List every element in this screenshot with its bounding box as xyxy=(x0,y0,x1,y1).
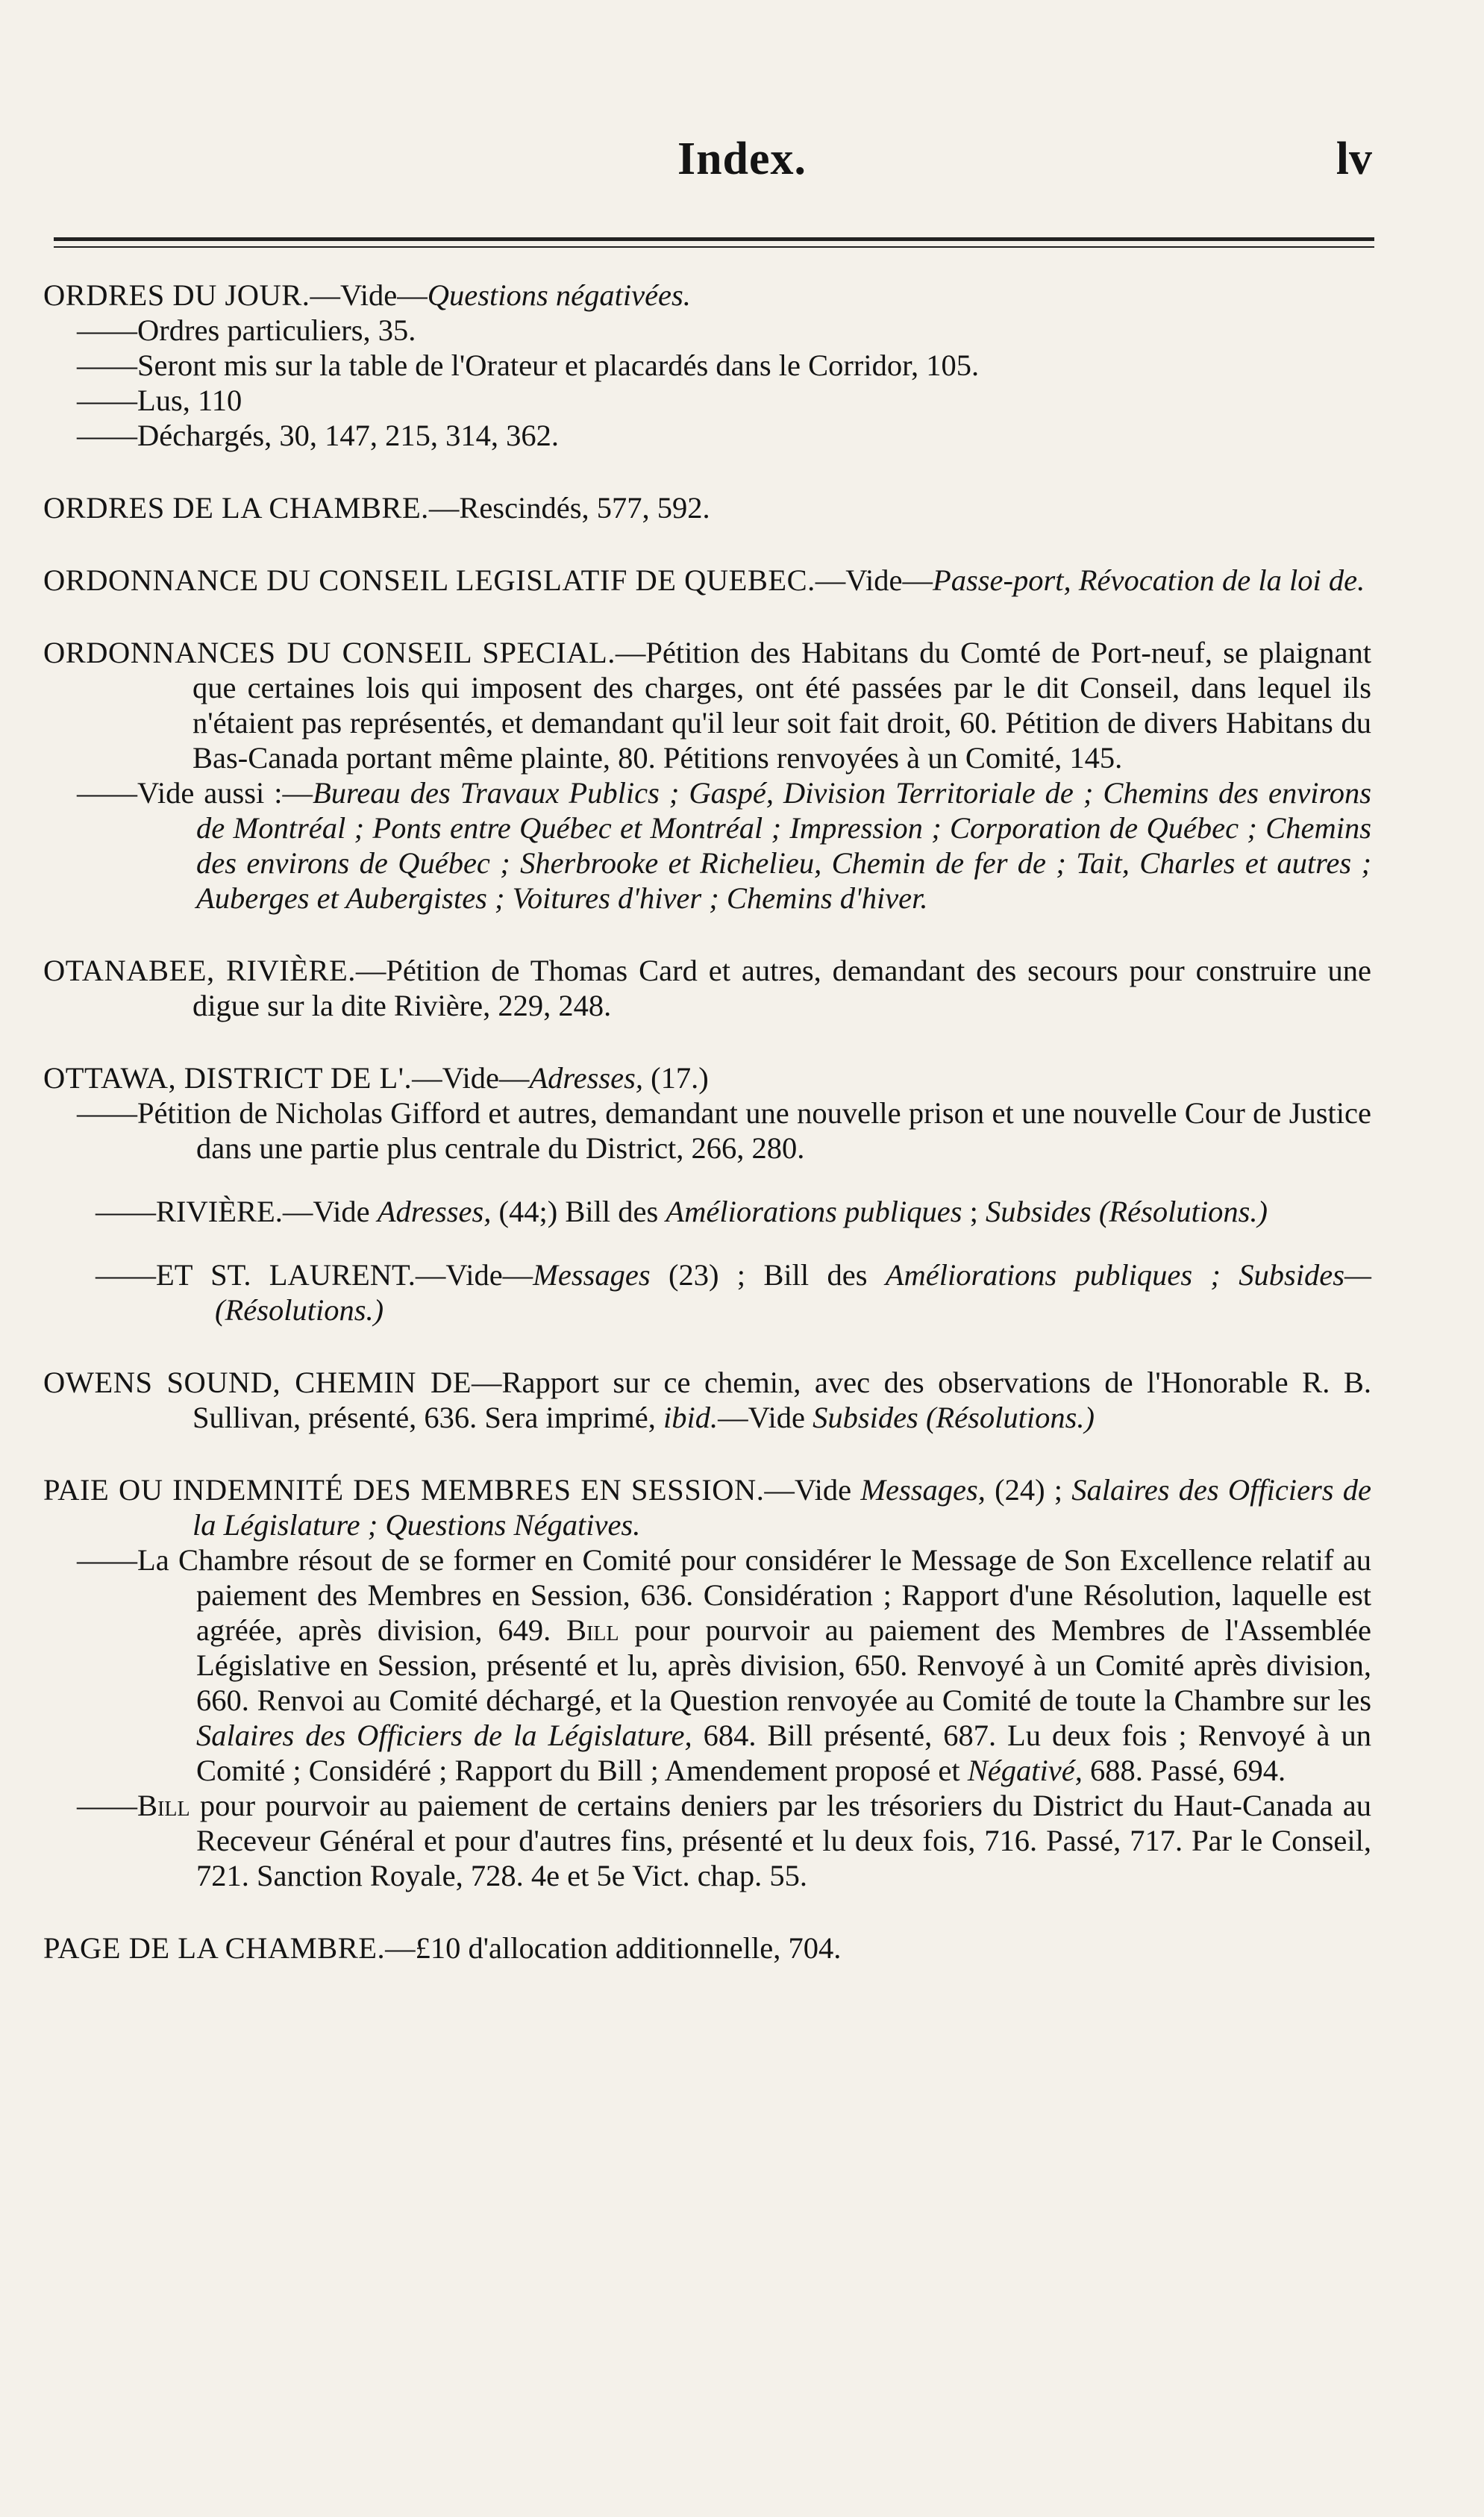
entry-heading-line: ORDONNANCES DU CONSEIL SPECIAL.—Pétition des Habitans du Comté de Port-neuf, se plaignant que certaines lois qui imposent des charges, ont été passées par le dit Conseil, dans lequel ils n'étaient pas représentés, et demandant qu'il leur soit fait droit, 60. Pétition de divers Habitans du Bas-Canada portant même plainte, 80. Pétitions renvoyées à un Comité, 145. xyxy=(43,636,1371,775)
entry-heading-line: OTTAWA, DISTRICT DE L'.—Vide—Adresses, (17.) xyxy=(43,1061,709,1095)
entry-heading-line: PAGE DE LA CHAMBRE.—£10 d'allocation additionnelle, 704. xyxy=(43,1931,842,1965)
entry-subline: ——RIVIÈRE.—Vide Adresses, (44;) Bill des Améliorations publiques ; Subsides (Résolutions.) xyxy=(96,1195,1268,1228)
entry-head: PAGE DE LA CHAMBRE. xyxy=(43,1931,386,1965)
entry-heading-line: PAIE OU INDEMNITÉ DES MEMBRES EN SESSION.—Vide Messages, (24) ; Salaires des Officiers de la Législature ; Questions Négatives. xyxy=(43,1473,1371,1542)
entry-subline: ——La Chambre résout de se former en Comité pour considérer le Message de Son Excellence relatif au paiement des Membres en Session, 636. Considération ; Rapport d'une Résolution, laquelle est agréée, après division, 649. Bill pour pourvoir au paiement des Membres de l'Assemblée Législative en Session, présenté et lu, après division, 650. Renvoyé à un Comité après division, 660. Renvoi au Comité déchargé, et la Question renvoyée au Comité de toute la Chambre sur les Salaires des Officiers de la Législature, 684. Bill présenté, 687. Lu deux fois ; Renvoyé à un Comité ; Considéré ; Rapport du Bill ; Amendement proposé et Négativé, 688. Passé, 694. xyxy=(77,1543,1371,1787)
page-number: lv xyxy=(1336,134,1372,184)
index-entry xyxy=(43,563,1371,598)
index-entry xyxy=(43,278,1371,453)
header-rule-thin xyxy=(54,246,1374,248)
entry-subline: ——Pétition de Nicholas Gifford et autres, demandant une nouvelle prison et une nouvelle Cour de Justice dans une partie plus centrale du District, 266, 280. xyxy=(77,1096,1371,1165)
entry-heading-line: OTANABEE, RIVIÈRE.—Pétition de Thomas Card et autres, demandant des secours pour construire une digue sur la dite Rivière, 229, 248. xyxy=(43,954,1371,1022)
entry-subline: ——ET ST. LAURENT.—Vide—Messages (23) ; Bill des Améliorations publiques ; Subsides—(Résolutions.) xyxy=(96,1258,1371,1327)
entry-heading-line: ORDRES DU JOUR.—Vide—Questions négativées. xyxy=(43,278,691,312)
entry-head: OTTAWA, DISTRICT DE L'. xyxy=(43,1061,413,1095)
entry-subline: ——Déchargés, 30, 147, 215, 314, 362. xyxy=(77,419,560,452)
header-rule-thick xyxy=(54,237,1374,241)
entry-head: ORDRES DU JOUR. xyxy=(43,278,310,312)
entry-subline: ——Seront mis sur la table de l'Orateur et placardés dans le Corridor, 105. xyxy=(77,348,980,382)
entry-head: OTANABEE, RIVIÈRE. xyxy=(43,954,356,987)
index-entry xyxy=(43,1472,1371,1893)
index-entry xyxy=(43,1365,1371,1435)
entry-head: OWENS SOUND, CHEMIN DE xyxy=(43,1366,472,1399)
entry-heading-line: ORDRES DE LA CHAMBRE.—Rescindés, 577, 592. xyxy=(43,491,710,525)
index-entry xyxy=(43,490,1371,525)
index-entry xyxy=(43,635,1371,916)
entry-heading-line: ORDONNANCE DU CONSEIL LEGISLATIF DE QUEBEC.—Vide—Passe-port, Révocation de la loi de. xyxy=(43,563,1365,597)
index-entry xyxy=(43,1060,1371,1328)
entry-head: ORDRES DE LA CHAMBRE. xyxy=(43,491,429,525)
entry-subline: ——Bill pour pourvoir au paiement de certains deniers par les trésoriers du District du Haut-Canada au Receveur Général et pour d'autres fins, présenté et lu deux fois, 716. Passé, 717. Par le Conseil, 721. Sanction Royale, 728. 4e et 5e Vict. chap. 55. xyxy=(77,1789,1371,1892)
index-entry xyxy=(43,953,1371,1023)
index-body xyxy=(43,278,1371,1966)
entry-heading-line: OWENS SOUND, CHEMIN DE—Rapport sur ce chemin, avec des observations de l'Honorable R. B. Sullivan, présenté, 636. Sera imprimé, ibid.—Vide Subsides (Résolutions.) xyxy=(43,1366,1371,1434)
entry-subline: ——Lus, 110 xyxy=(77,384,242,417)
index-entry xyxy=(43,1930,1371,1966)
running-title: Index. xyxy=(677,134,807,184)
entry-subline: ——Ordres particuliers, 35. xyxy=(77,313,416,347)
entry-head: ORDONNANCE DU CONSEIL LEGISLATIF DE QUEBEC. xyxy=(43,563,815,597)
entry-head: ORDONNANCES DU CONSEIL SPECIAL. xyxy=(43,636,616,669)
entry-head: PAIE OU INDEMNITÉ DES MEMBRES EN SESSION. xyxy=(43,1473,765,1507)
entry-subline: ——Vide aussi :—Bureau des Travaux Publics ; Gaspé, Division Territoriale de ; Chemins des environs de Montréal ; Ponts entre Québec et Montréal ; Impression ; Corporation de Québec ; Chemins des environs de Québec ; Sherbrooke et Richelieu, Chemin de fer de ; Tait, Charles et autres ; Auberges et Aubergistes ; Voitures d'hiver ; Chemins d'hiver. xyxy=(77,776,1371,915)
